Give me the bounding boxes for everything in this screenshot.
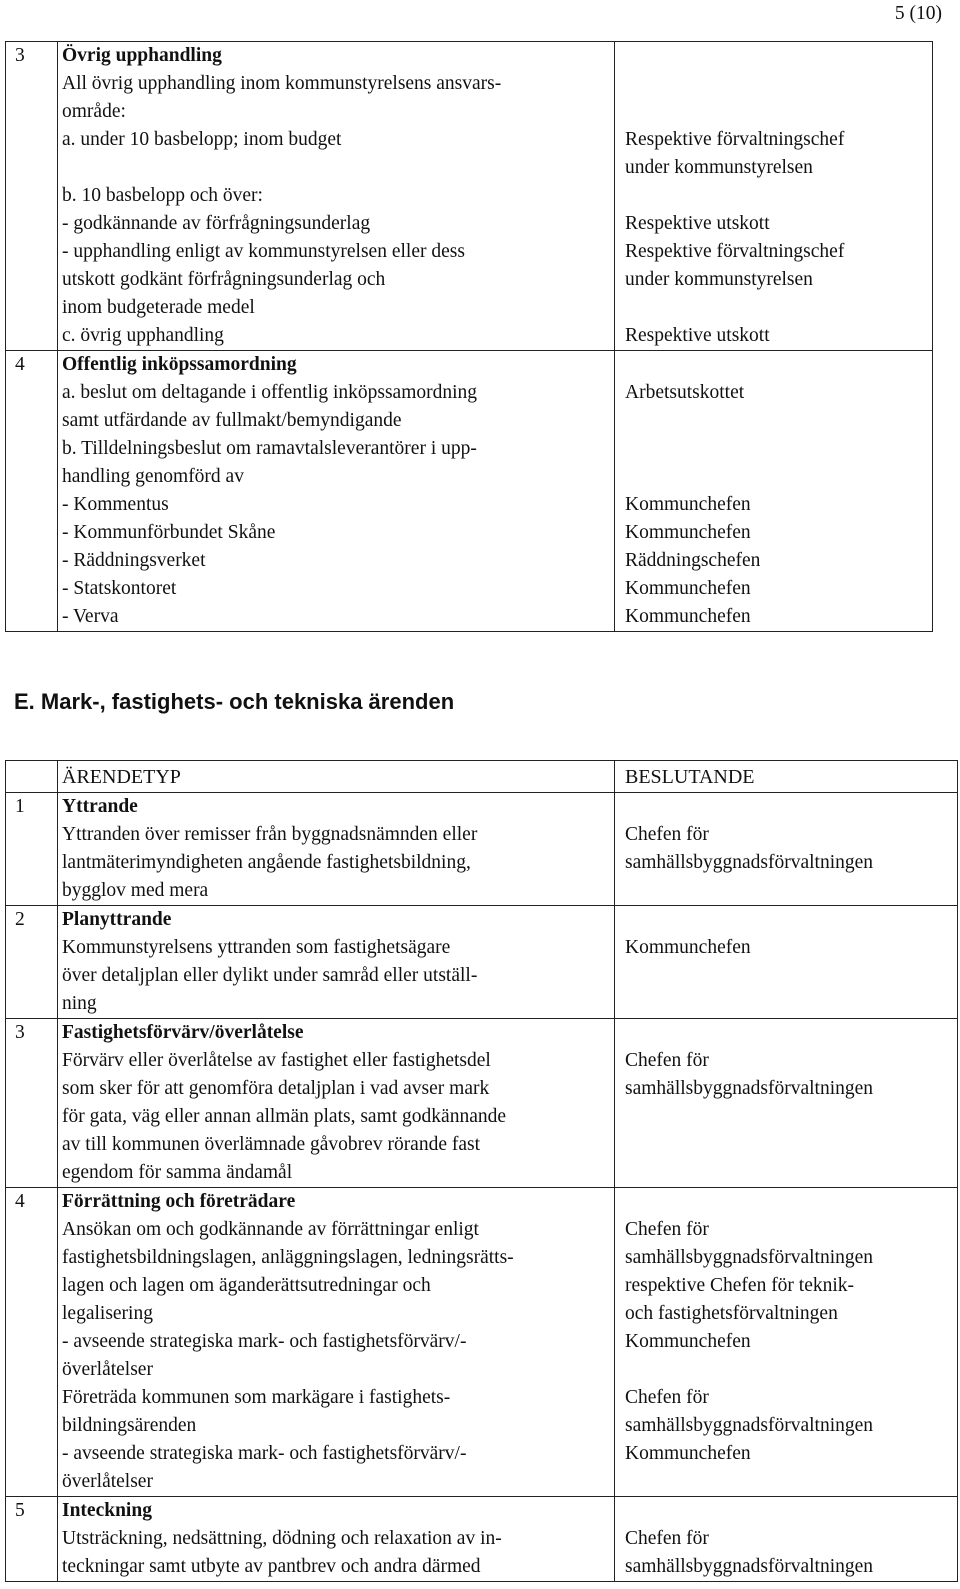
description-line: lagen och lagen om äganderättsutredningar och (62, 1275, 431, 1296)
row-title: Förrättning och företrädare (62, 1191, 296, 1212)
description-line: - godkännande av förfrågningsunderlag (62, 213, 371, 234)
row-title: Planyttrande (62, 909, 172, 930)
row-description (58, 906, 615, 1019)
header-type-cell (58, 761, 615, 793)
row-number: 4 (6, 351, 58, 632)
header-decision-cell (615, 761, 958, 793)
decision-line: Kommunchefen (625, 522, 751, 543)
description-line: Ansökan om och godkännande av förrättningar enligt (62, 1219, 479, 1240)
table-row (6, 1497, 958, 1582)
description-line: - Kommunförbundet Skåne (62, 522, 276, 543)
row-decision (615, 1019, 958, 1188)
spacer (625, 407, 932, 435)
description-line: a. beslut om deltagande i offentlig inköpssamordning (62, 382, 478, 403)
row-decision (615, 793, 958, 906)
decision-line: under kommunstyrelsen (625, 269, 813, 290)
row-number: 4 (6, 1188, 58, 1497)
spacer (625, 98, 932, 126)
row-description (58, 351, 615, 632)
spacer (625, 463, 932, 491)
description-line: ning (62, 993, 97, 1014)
decision-line: Chefen för (625, 1219, 709, 1240)
decision-line: Kommunchefen (625, 606, 751, 627)
spacer (625, 182, 932, 210)
decision-line: samhällsbyggnadsförvaltningen (625, 1078, 874, 1099)
delegation-table-procurement (5, 41, 933, 632)
spacer (625, 1497, 957, 1525)
description-line: som sker för att genomföra detaljplan i vad avser mark (62, 1078, 490, 1099)
description-line: handling genomförd av (62, 466, 244, 487)
spacer (625, 435, 932, 463)
table-row (6, 351, 933, 632)
description-line: bygglov med mera (62, 880, 209, 901)
decision-line: Räddningschefen (625, 550, 761, 571)
description-line: c. övrig upphandling (62, 325, 224, 346)
decision-line: Kommunchefen (625, 1331, 751, 1352)
description-line: - avseende strategiska mark- och fastighetsförvärv/- (62, 1331, 467, 1352)
row-number: 2 (6, 906, 58, 1019)
description-line: Förvärv eller överlåtelse av fastighet eller fastighetsdel (62, 1050, 491, 1071)
spacer (625, 351, 932, 379)
description-line: Utsträckning, nedsättning, dödning och relaxation av in- (62, 1528, 502, 1549)
spacer (625, 1188, 957, 1216)
decision-line: Respektive förvaltningschef (625, 129, 845, 150)
description-line: a. under 10 basbelopp; inom budget (62, 129, 342, 150)
row-number: 5 (6, 1497, 58, 1582)
decision-line: Kommunchefen (625, 578, 751, 599)
spacer (625, 1019, 957, 1047)
delegation-table-land-property (5, 760, 958, 1582)
table-row (6, 1188, 958, 1497)
row-description (58, 1497, 615, 1582)
spacer (625, 294, 932, 322)
description-line: Yttranden över remisser från byggnadsnämnden eller (62, 824, 478, 845)
section-heading: E. Mark-, fastighets- och tekniska ärenden (14, 689, 455, 714)
decision-line: Kommunchefen (625, 937, 751, 958)
row-description (58, 1188, 615, 1497)
row-title: Yttrande (62, 796, 138, 817)
description-line: utskott godkänt förfrågningsunderlag och (62, 269, 386, 290)
column-header-decision: BESLUTANDE (625, 766, 755, 788)
description-line: Företräda kommunen som markägare i fastighets- (62, 1387, 451, 1408)
description-line: inom budgeterade medel (62, 297, 255, 318)
description-line: överlåtelser (62, 1359, 153, 1380)
description-line: samt utfärdande av fullmakt/bemyndigande (62, 410, 402, 431)
table-header-row (6, 761, 958, 793)
page-number: 5 (10) (894, 3, 942, 24)
row-number: 3 (6, 42, 58, 351)
column-header-type: ÄRENDETYP (62, 766, 181, 788)
description-line: teckningar samt utbyte av pantbrev och andra därmed (62, 1556, 481, 1577)
row-title: Fastighetsförvärv/överlåtelse (62, 1022, 304, 1043)
row-title: Inteckning (62, 1500, 152, 1521)
description-line: av till kommunen överlämnade gåvobrev rörande fast (62, 1134, 481, 1155)
description-line: bildningsärenden (62, 1415, 197, 1436)
decision-line: Respektive förvaltningschef (625, 241, 845, 262)
description-line: - avseende strategiska mark- och fastighetsförvärv/- (62, 1443, 467, 1464)
row-description (58, 42, 615, 351)
row-decision (615, 1188, 958, 1497)
decision-line: Arbetsutskottet (625, 382, 745, 403)
description-line: b. 10 basbelopp och över: (62, 185, 263, 206)
description-line: över detaljplan eller dylikt under samråd eller utställ- (62, 965, 478, 986)
decision-line: samhällsbyggnadsförvaltningen (625, 852, 874, 873)
description-line: - Kommentus (62, 494, 169, 515)
decision-line: Respektive utskott (625, 213, 770, 234)
row-description (58, 793, 615, 906)
table-row (6, 1019, 958, 1188)
row-number: 3 (6, 1019, 58, 1188)
row-decision (615, 351, 933, 632)
description-line: Kommunstyrelsens yttranden som fastighetsägare (62, 937, 451, 958)
decision-line: Chefen för (625, 824, 709, 845)
description-line: överlåtelser (62, 1471, 153, 1492)
table-row (6, 793, 958, 906)
spacer (625, 1356, 957, 1384)
spacer (625, 793, 957, 821)
row-decision (615, 1497, 958, 1582)
header-num-cell (6, 761, 58, 793)
spacer (625, 42, 932, 70)
row-title: Offentlig inköpssamordning (62, 354, 297, 375)
decision-line: Chefen för (625, 1387, 709, 1408)
description-line: - Statskontoret (62, 578, 177, 599)
decision-line: Kommunchefen (625, 494, 751, 515)
description-line: - Räddningsverket (62, 550, 206, 571)
description-line: egendom för samma ändamål (62, 1162, 293, 1183)
decision-line: Chefen för (625, 1528, 709, 1549)
description-line: fastighetsbildningslagen, anläggningslagen, ledningsrätts- (62, 1247, 514, 1268)
decision-line: Chefen för (625, 1050, 709, 1071)
row-description (58, 1019, 615, 1188)
decision-line: samhällsbyggnadsförvaltningen (625, 1415, 874, 1436)
decision-line: Respektive utskott (625, 325, 770, 346)
decision-line: samhällsbyggnadsförvaltningen (625, 1247, 874, 1268)
decision-line: och fastighetsförvaltningen (625, 1303, 838, 1324)
description-line: lantmäterimyndigheten angående fastighetsbildning, (62, 852, 471, 873)
decision-line: Kommunchefen (625, 1443, 751, 1464)
row-title: Övrig upphandling (62, 45, 222, 66)
description-line: - Verva (62, 606, 119, 627)
spacer (625, 906, 957, 934)
description-line: område: (62, 101, 126, 122)
row-decision (615, 906, 958, 1019)
description-line: - upphandling enligt av kommunstyrelsen eller dess (62, 241, 465, 262)
description-line: legalisering (62, 1303, 153, 1324)
decision-line: respektive Chefen för teknik- (625, 1275, 855, 1296)
description-line: b. Tilldelningsbeslut om ramavtalsleverantörer i upp- (62, 438, 477, 459)
spacer (62, 154, 608, 182)
decision-line: samhällsbyggnadsförvaltningen (625, 1556, 874, 1577)
table-row (6, 42, 933, 351)
row-number: 1 (6, 793, 58, 906)
spacer (625, 70, 932, 98)
description-line: för gata, väg eller annan allmän plats, samt godkännande (62, 1106, 507, 1127)
table-row (6, 906, 958, 1019)
decision-line: under kommunstyrelsen (625, 157, 813, 178)
row-decision (615, 42, 933, 351)
description-line: All övrig upphandling inom kommunstyrelsens ansvars- (62, 73, 502, 94)
